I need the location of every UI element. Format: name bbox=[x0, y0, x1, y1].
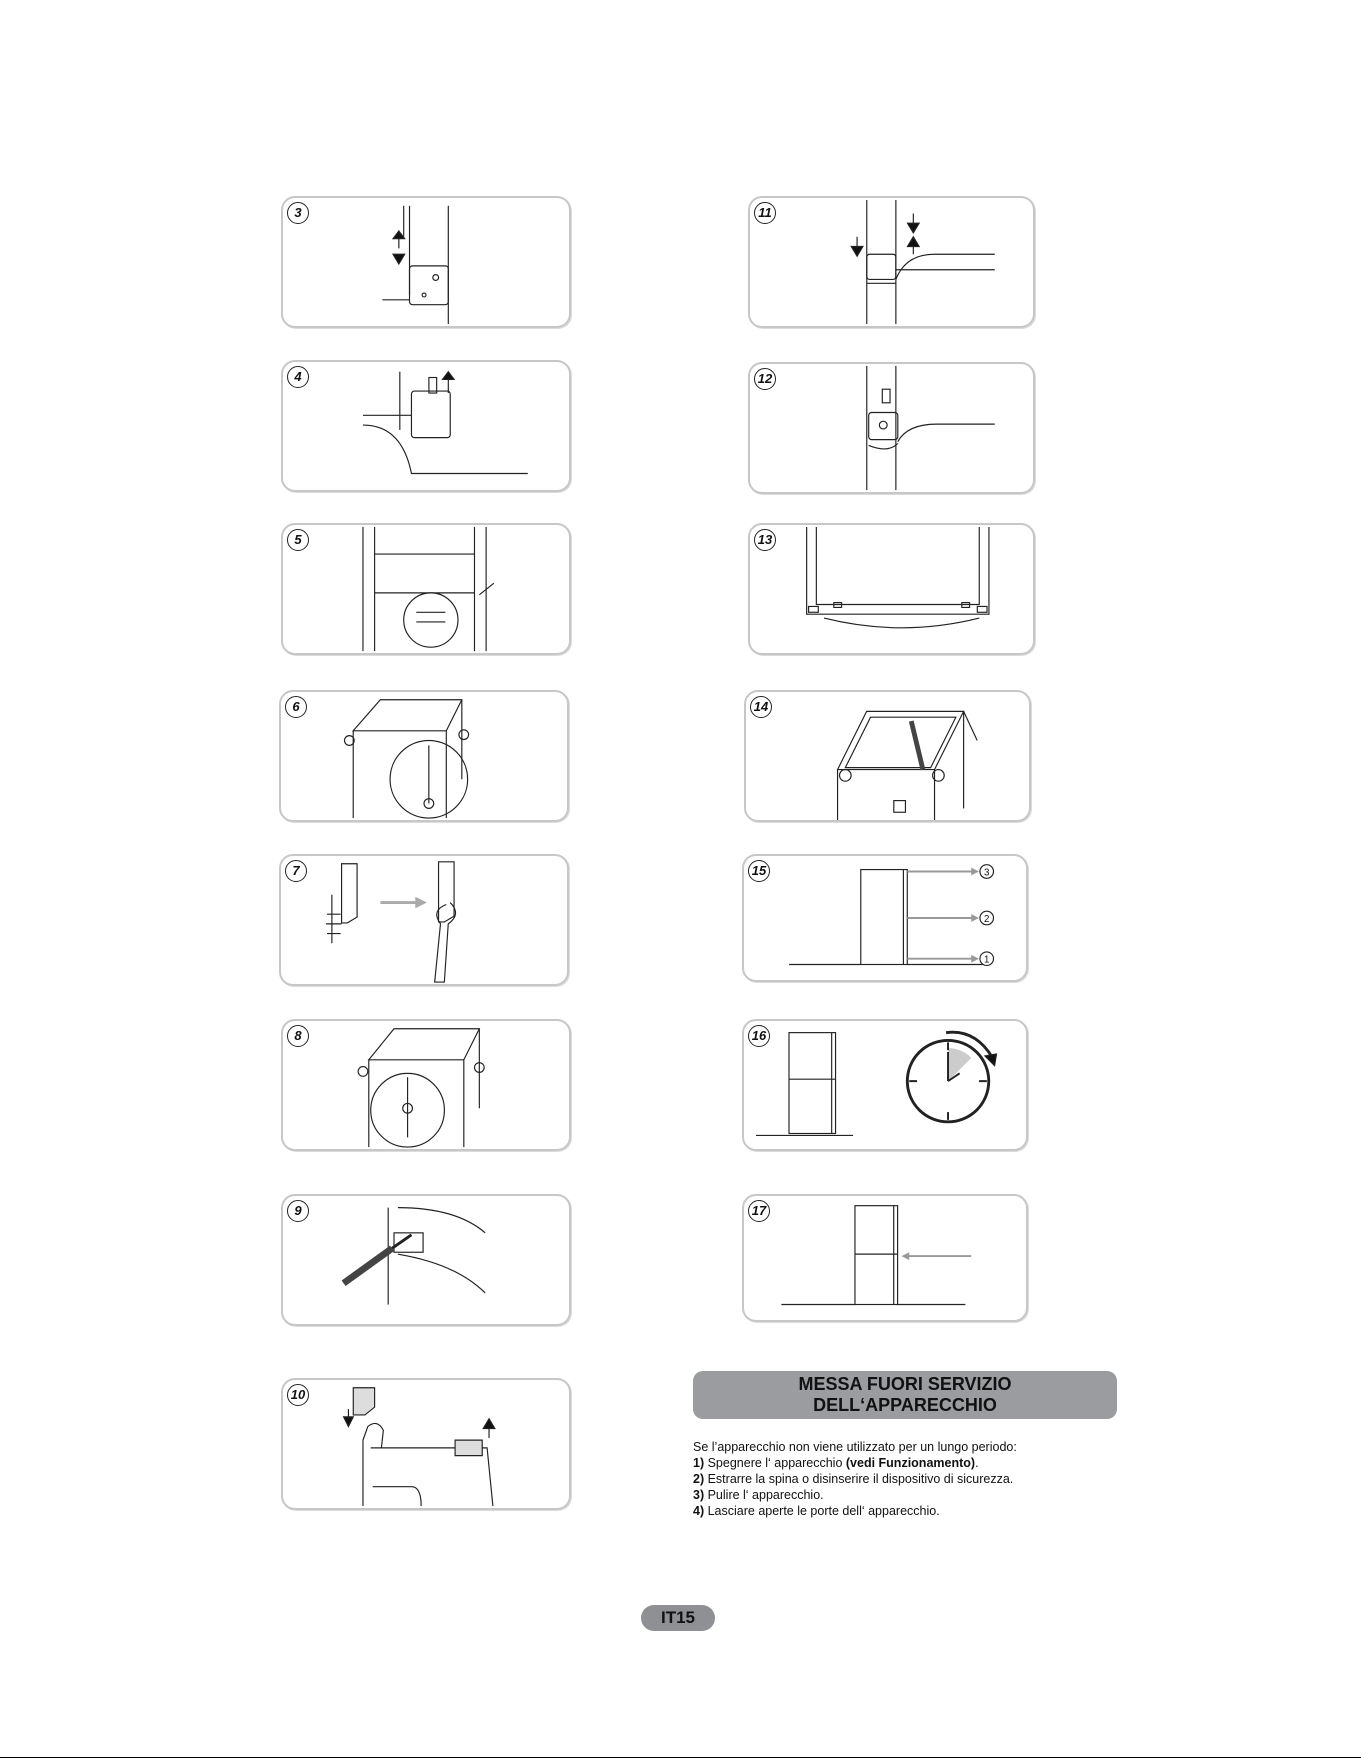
step-number: 11 bbox=[754, 202, 776, 224]
decommission-instructions bbox=[693, 1439, 1133, 1519]
instruction-item: 1) Spegnere l‘ apparecchio (vedi Funzionamento). bbox=[693, 1456, 979, 1470]
step-4-panel bbox=[281, 360, 571, 492]
step-number: 13 bbox=[754, 529, 776, 551]
step-4-hinge-illustration bbox=[283, 362, 569, 490]
section-title-line-1: MESSA FUORI SERVIZIO bbox=[798, 1374, 1012, 1394]
step-number: 12 bbox=[754, 368, 776, 390]
level-label-2: 2 bbox=[984, 913, 990, 925]
step-15-leveling-illustration bbox=[744, 856, 1026, 980]
step-9-screwdriver-illustration bbox=[283, 1196, 569, 1324]
step-13-panel bbox=[748, 523, 1035, 655]
step-12-panel bbox=[748, 362, 1035, 494]
step-15-panel bbox=[742, 854, 1028, 982]
step-11-panel bbox=[748, 196, 1035, 328]
step-8-cabinet-illustration bbox=[283, 1021, 569, 1149]
step-17-push-illustration bbox=[744, 1196, 1026, 1320]
step-14-panel bbox=[744, 690, 1031, 822]
step-5-panel bbox=[281, 523, 571, 655]
step-16-panel bbox=[742, 1019, 1028, 1151]
step-17-panel bbox=[742, 1194, 1028, 1322]
step-number: 4 bbox=[287, 366, 309, 388]
step-number: 8 bbox=[287, 1025, 309, 1047]
step-number: 9 bbox=[287, 1200, 309, 1222]
step-3-hinge-illustration bbox=[283, 198, 569, 326]
step-9-panel bbox=[281, 1194, 571, 1326]
instruction-item: 3) Pulire l‘ apparecchio. bbox=[693, 1488, 824, 1502]
step-number: 6 bbox=[285, 696, 307, 718]
instructions-intro: Se l’apparecchio non viene utilizzato per un lungo periodo: bbox=[693, 1440, 1017, 1454]
step-10-door-caps-illustration bbox=[283, 1380, 569, 1508]
step-number: 5 bbox=[287, 529, 309, 551]
level-label-3: 3 bbox=[984, 867, 990, 879]
step-number: 15 bbox=[748, 860, 770, 882]
level-label-1: 1 bbox=[984, 954, 990, 966]
instruction-item: 2) Estrarre la spina o disinserire il dispositivo di sicurezza. bbox=[693, 1472, 1014, 1486]
step-13-door-illustration bbox=[750, 525, 1033, 653]
step-10-panel bbox=[281, 1378, 571, 1510]
step-7-wrench-illustration bbox=[281, 856, 567, 984]
step-14-screwdriver-illustration bbox=[746, 692, 1029, 820]
instruction-item: 4) Lasciare aperte le porte dell‘ apparecchio. bbox=[693, 1504, 940, 1518]
step-3-panel bbox=[281, 196, 571, 328]
step-7-panel bbox=[279, 854, 569, 986]
step-number: 3 bbox=[287, 202, 309, 224]
step-number: 14 bbox=[750, 696, 772, 718]
step-number: 17 bbox=[748, 1200, 770, 1222]
step-6-panel bbox=[279, 690, 569, 822]
bottom-divider bbox=[0, 1757, 1361, 1758]
step-number: 16 bbox=[748, 1025, 770, 1047]
step-16-wait-illustration bbox=[744, 1021, 1026, 1149]
section-title-banner bbox=[693, 1371, 1117, 1419]
step-number: 10 bbox=[287, 1384, 309, 1406]
section-title-line-2: DELL‘APPARECCHIO bbox=[813, 1395, 997, 1415]
step-8-panel bbox=[281, 1019, 571, 1151]
page-number-badge: IT15 bbox=[641, 1605, 715, 1631]
step-11-hinge-illustration bbox=[750, 198, 1033, 326]
step-12-hinge-illustration bbox=[750, 364, 1033, 492]
step-number: 7 bbox=[285, 860, 307, 882]
step-5-cabinet-illustration bbox=[283, 525, 569, 653]
step-6-cabinet-illustration bbox=[281, 692, 567, 820]
